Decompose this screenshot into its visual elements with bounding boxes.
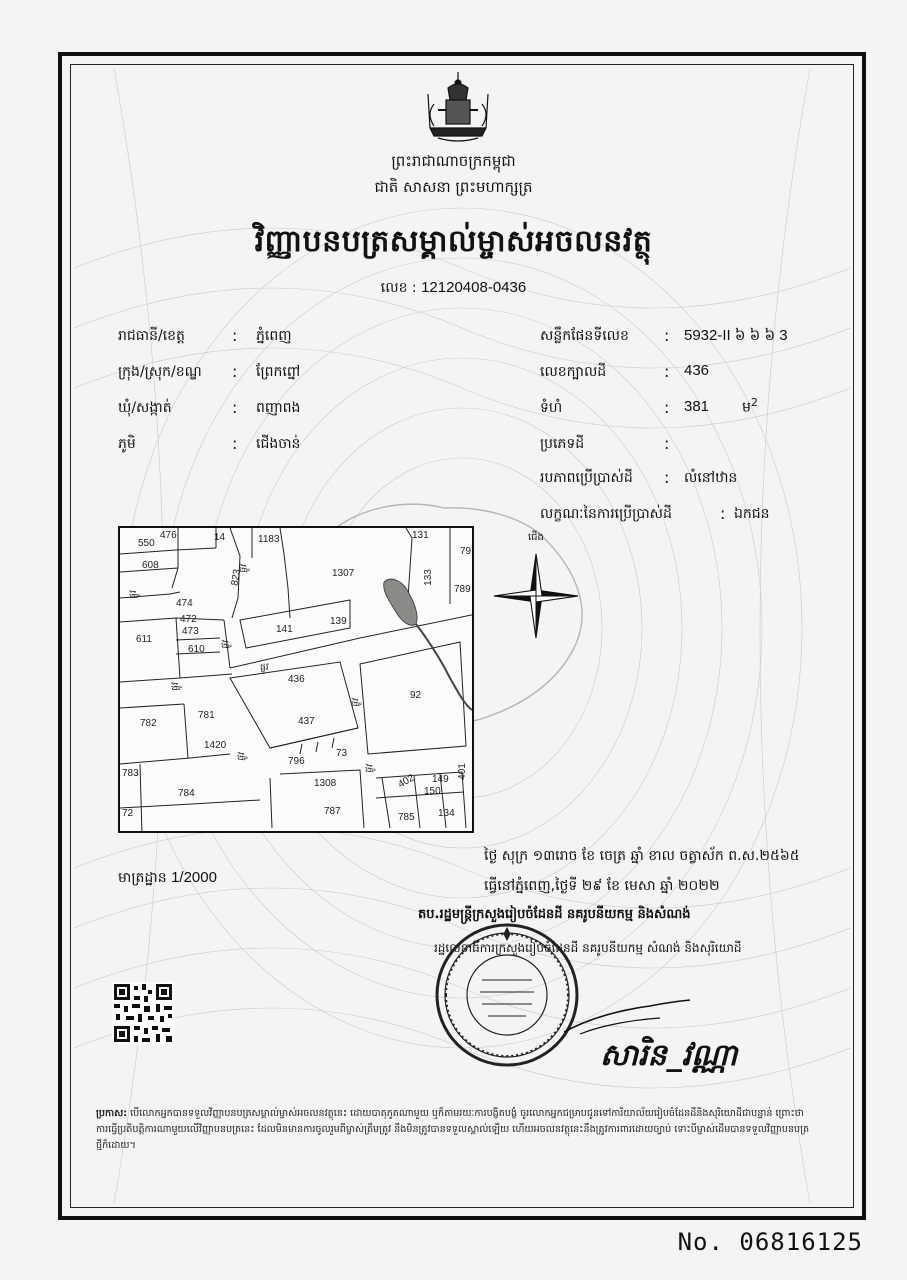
serial-number: No. 06816125: [677, 1228, 863, 1256]
lot-label: 611: [136, 634, 152, 645]
certificate-title: វិញ្ញាបនបត្រសម្គាល់ម្ចាស់អចលនវត្ថុ: [254, 224, 653, 259]
cadastral-map: [118, 526, 474, 833]
royal-emblem-icon: [420, 70, 496, 144]
signer-name: សារិន_វណ្ណា: [600, 1038, 738, 1073]
scale-value: 1/2000: [171, 869, 217, 886]
lot-label: 150: [424, 786, 441, 797]
field-label-village: ភូមិ: [118, 436, 136, 452]
lot-label: 473: [182, 626, 199, 637]
street-label: ផ្លូវ: [220, 639, 232, 650]
lot-label: 133: [422, 569, 434, 586]
field-label-use-character: លក្ខណៈនៃការប្រើប្រាស់ដី: [540, 506, 672, 522]
national-motto: ជាតិ សាសនា ព្រះមហាក្សត្រ: [374, 178, 533, 196]
lot-label: 402: [396, 772, 417, 791]
street-label: ផ្លូវ: [170, 682, 181, 691]
lot-label: 610: [188, 644, 205, 655]
field-value-area-unit: ម$^2$: [742, 396, 758, 416]
lot-label: 781: [198, 710, 215, 721]
lot-label: 92: [410, 690, 422, 701]
street-label: ផ្លូវ: [260, 663, 269, 673]
field-value-province: ភ្នំពេញ: [256, 328, 292, 344]
lot-label: 149: [432, 774, 449, 785]
handwritten-signature-icon: [560, 998, 700, 1038]
lot-label: 141: [276, 624, 293, 635]
lot-label: 72: [122, 808, 134, 819]
lot-label: 476: [160, 530, 177, 541]
lot-label: 73: [336, 748, 348, 759]
owner-notice-label: ប្រកាស:: [96, 1108, 128, 1119]
field-value-village: ជើងចាន់: [256, 436, 301, 452]
lot-label: 608: [142, 560, 159, 571]
north-arrow-icon: [490, 550, 582, 642]
field-label-map-sheet: សន្លឹកផែនទីលេខ: [540, 328, 629, 344]
scale: [118, 868, 217, 889]
field-label-parcel-number: លេខក្បាលដី: [540, 364, 607, 380]
field-label-commune: ឃុំ/សង្កាត់: [118, 400, 172, 416]
lot-label: 472: [180, 614, 197, 625]
issuing-office-secretary: រដ្ឋលេខាធិការក្រសួងរៀបចំដែនដី នគរូបនីយកម្ម សំណង់ និងសុរិយោដី: [434, 941, 742, 955]
kingdom-name: ព្រះរាជាណាចក្រកម្ពុជា: [391, 152, 516, 170]
lot-label: 1420: [204, 740, 227, 751]
certificate-number-label: លេខ: [380, 280, 408, 296]
field-value-area: 381: [684, 398, 710, 415]
lot-label: 79: [460, 546, 472, 557]
north-label: ជើង: [528, 532, 544, 543]
lot-label: 474: [176, 598, 193, 609]
street-label: ផ្លូវ: [364, 763, 376, 774]
lot-label: 437: [298, 716, 315, 727]
official-seal-icon: [432, 920, 582, 1070]
lot-label: 785: [398, 812, 415, 823]
lot-label: 1183: [258, 534, 280, 545]
lot-label: 436: [288, 674, 305, 685]
lot-label: 131: [412, 530, 429, 541]
field-label-land-type: ប្រភេទដី: [540, 436, 585, 452]
field-value-parcel-number: 436: [684, 362, 710, 379]
field-value-land-use: លំនៅឋាន: [684, 470, 738, 486]
lot-label: 823: [229, 568, 244, 587]
field-value-map-sheet: 5932-II ៦ ៦ ៦ 3: [684, 327, 788, 344]
certificate-number-value: 12120408-0436: [421, 279, 527, 296]
field-label-province: រាជធានី/ខេត្ត: [118, 328, 185, 344]
field-label-district: ក្រុង/ស្រុក/ខណ្ឌ: [118, 364, 202, 380]
lot-label: 787: [324, 806, 341, 817]
street-label: ផ្លូវ: [350, 697, 362, 708]
lot-label: 783: [122, 768, 139, 779]
owner-notice: [96, 1106, 812, 1154]
lot-label: 784: [178, 788, 195, 799]
issuing-office: តប.រដ្ឋមន្ត្រីក្រសួងរៀបចំដែនដី នគរូបនីយកម្ម និងសំណង់: [418, 907, 691, 922]
field-value-commune: ពញាពង: [256, 400, 301, 416]
lot-label: 789: [454, 584, 471, 595]
street-label: ផ្លូវ: [238, 563, 250, 574]
lot-label: 1308: [314, 778, 337, 789]
field-label-land-use: របភាពប្រើប្រាស់ដី: [540, 470, 633, 486]
lot-label: 401: [456, 763, 468, 780]
field-value-use-character: ឯកជន: [734, 506, 770, 522]
field-label-area: ទំហំ: [540, 400, 563, 416]
scale-label: មាត្រដ្ឋាន: [118, 870, 167, 886]
lot-label: 796: [288, 756, 305, 767]
owner-notice-text: បើលោកអ្នកបានទទួលវិញ្ញាបនបត្រសម្គាល់ម្ចាស់អចលនវត្ថុនេះ ដោយបាតុភូតណាមួយ ឬក៏តាមរយៈការបង្ខិតបង្ខំ ចូរលោកអ្នកជម្រាបជូនទៅការិយាល័យរៀបចំដែនដីនិងសុរិយោដីជាបន្ទាន់ ព្រោះថាការធ្វើប្រតិបត្តិការណាមួយលើវិញ្ញាបនបត្រនេះ ដែលមិនមានការចូលរួមពីម្ចាស់ត្រឹមត្រូវ នឹងមិនត្រូវបានទទួលស្គាល់ឡើយ ហើយអចលនវត្ថុនេះនឹងត្រូវការពារដោយច្បាប់ ទោះបីម្ចាស់ដើមបានទទួលវិញ្ញាបនបត្រថ្មីក៏ដោយ។: [96, 1108, 810, 1151]
lot-label: 14: [214, 532, 226, 543]
lunar-date: ថ្ងៃ សុក្រ ១៣រោច ខែ ចេត្រ ឆ្នាំ ខាល ចត្វាស័ក ព.ស.២៥៦៥: [484, 848, 800, 864]
street-label: ផ្លូវ: [128, 590, 139, 599]
lot-label: 1307: [332, 568, 355, 579]
certificate-number: លេខ : 12120408-0436: [380, 279, 527, 296]
certificate-page: ព្រះរាជាណាចក្រកម្ពុជា ជាតិ សាសនា ព្រះមហាក្សត្រ វិញ្ញាបនបត្រសម្គាល់ម្ចាស់អចលនវត្ថុ លេខ : 12120408-0436 រាជធានី/ខេត្ត : ភ្នំពេញ ក្រុង/ស្រុក/ខណ្ឌ : ព្រែកព្នៅ ឃុំ/សង្កាត់ : ពញាពង ភូមិ : ជើងចាន់ សន្លឹកផែនទីលេខ : 5932-II ៦ ៦ ៦ 3 លេខក្បាលដី : 436 ទំហំ : 381 ម$^2$ ប្រភេទដី : របភាពប្រើប្រាស់ដី : លំនៅឋាន លក្ខណៈនៃការប្រើប្រាស់ដី : ឯកជន 476 14 1183 131 79 550 608 823 1307 133 789 474 472 473 141 139 611 610 436 92 781 782 437 1420 796 73 783 784 1308 402 149 401 150 72 787 785 134 ផ្លូវ ផ្លូវ ផ្លូវ ផ្លូវ ផ្លូវ ផ្លូវ ផ្លូវ ផ្លូវ ជើង មាត្រដ្ឋាន 1/2000 ថ្ងៃ សុក្រ ១៣រោច ខែ ចេត្រ ឆ្នាំ ខាល ចត្វាស័ក ព.ស.២៥៦៥ ធ្វើនៅភ្នំពេញ,ថ្ងៃទី ២៩ ខែ មេសា ឆ្នាំ ២០២២ តប.រដ្ឋមន្ត្រីក្រសួងរៀបចំដែនដី នគរូបនីយកម្ម និងសំណង់ រដ្ឋលេខាធិការក្រសួងរៀបចំដែនដី នគរូបនីយកម្ម សំណង់ និងសុរិយោដី សារិន_វណ្ណា ប្រកាស: បើលោកអ្នកបានទទួលវិញ្ញាបនបត្រសម្គាល់ម្ចាស់អចលនវត្ថុនេះ ដោយបាតុភូតណាមួយ ឬក៏តាមរយៈការបង្ខិតបង្ខំ ចូរលោកអ្នកជម្រាបជូនទៅការិយាល័យរៀបចំដែនដីនិងសុរិយោដីជាបន្ទាន់ ព្រោះថាការធ្វើប្រតិបត្តិការណាមួយលើវិញ្ញាបនបត្រនេះ ដែលមិនមានការចូលរួមពីម្ចាស់ត្រឹមត្រូវ នឹងមិនត្រូវបានទទួលស្គាល់ឡើយ ហើយអចលនវត្ថុនេះនឹងត្រូវការពារដោយច្បាប់ ទោះបីម្ចាស់ដើមបានទទួលវិញ្ញាបនបត្រថ្មីក៏ដោយ។ No. 06816125: [0, 0, 907, 1280]
lot-label: 782: [140, 718, 157, 729]
qr-code-icon: [112, 982, 174, 1044]
solar-date: ធ្វើនៅភ្នំពេញ,ថ្ងៃទី ២៩ ខែ មេសា ឆ្នាំ ២០២២: [484, 878, 720, 894]
field-value-district: ព្រែកព្នៅ: [256, 364, 301, 380]
lot-label: 134: [438, 808, 455, 819]
street-label: ផ្លូវ: [236, 751, 248, 762]
lot-label: 550: [138, 538, 155, 549]
lot-label: 139: [330, 616, 347, 627]
